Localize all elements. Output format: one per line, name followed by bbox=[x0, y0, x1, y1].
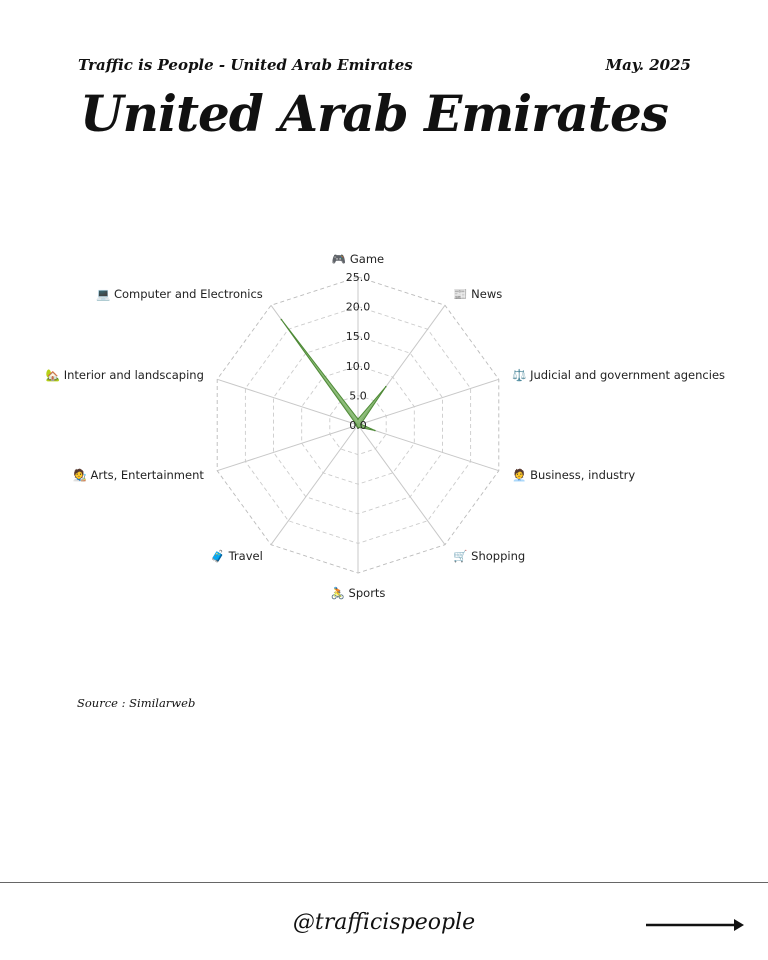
category-label: 🛒 Shopping bbox=[453, 549, 526, 564]
r-tick-label: 5.0 bbox=[349, 389, 367, 403]
grid-spoke bbox=[358, 425, 499, 471]
grid-spoke bbox=[271, 425, 358, 545]
r-tick-label: 0.0 bbox=[349, 419, 367, 432]
category-label: 🏡 Interior and landscaping bbox=[45, 367, 204, 382]
grid-spoke bbox=[358, 379, 499, 425]
data-point bbox=[385, 386, 387, 388]
category-label: 🧑‍💼 Business, industry bbox=[512, 468, 636, 483]
header-subtitle: Traffic is People - United Arab Emirates bbox=[78, 56, 413, 74]
category-label: 💻 Computer and Electronics bbox=[96, 286, 263, 301]
data-point bbox=[281, 319, 283, 321]
r-tick-label: 20.0 bbox=[345, 300, 371, 314]
grid-spoke bbox=[217, 379, 358, 425]
category-label: ⚖️ Judicial and government agencies bbox=[512, 367, 726, 382]
category-label: 🚴 Sports bbox=[330, 586, 386, 600]
data-point bbox=[374, 430, 376, 432]
social-handle[interactable]: @trafficispeople bbox=[292, 910, 476, 935]
grid-spoke bbox=[358, 425, 445, 545]
r-tick-label: 25.0 bbox=[345, 271, 371, 284]
source-note: Source : Similarweb bbox=[77, 696, 196, 710]
r-tick-label: 15.0 bbox=[345, 330, 371, 344]
grid-spoke bbox=[217, 425, 358, 471]
category-label: 📰 News bbox=[453, 286, 503, 301]
page-title: United Arab Emirates bbox=[80, 84, 668, 143]
category-label: 🎮 Game bbox=[331, 252, 385, 266]
r-tick-label: 10.0 bbox=[345, 359, 371, 373]
footer-divider bbox=[0, 882, 768, 883]
next-arrow-icon[interactable] bbox=[646, 916, 746, 936]
category-label: 🧳 Travel bbox=[210, 549, 263, 564]
category-label: 🧑‍🎨 Arts, Entertainment bbox=[72, 468, 204, 483]
header-date: May. 2025 bbox=[605, 56, 691, 74]
